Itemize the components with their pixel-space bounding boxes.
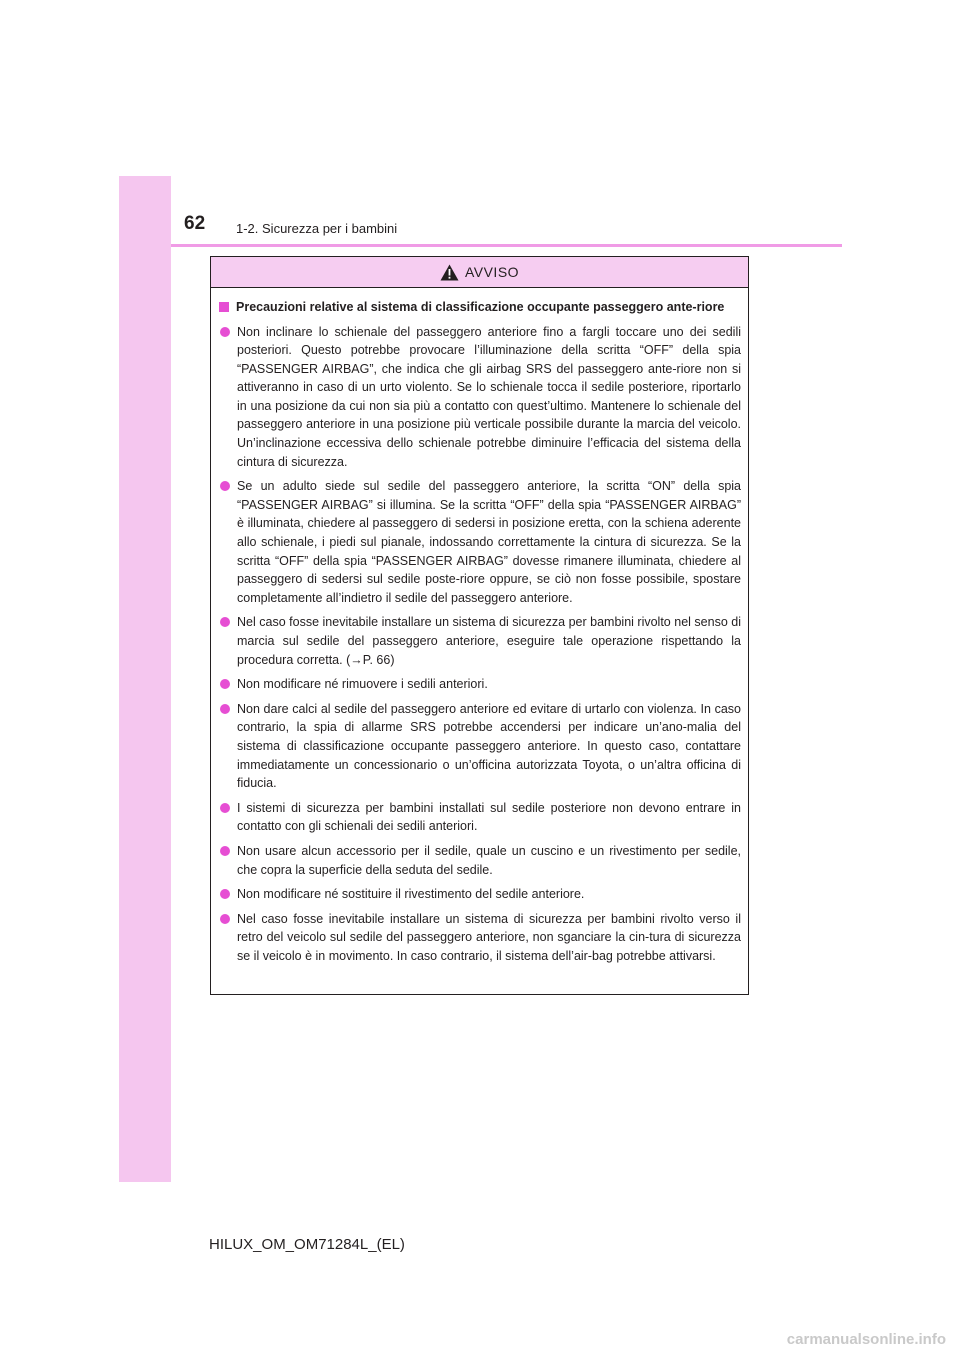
circle-bullet-icon bbox=[220, 617, 230, 627]
bullet-text: Non modificare né sostituire il rivestimento del sedile anteriore. bbox=[237, 887, 585, 902]
header-rule bbox=[171, 244, 842, 247]
bullet-item bbox=[219, 700, 741, 793]
bullet-item bbox=[219, 613, 741, 669]
warning-label: AVVISO bbox=[464, 264, 520, 280]
bullet-text: Non dare calci al sedile del passeggero anteriore ed evitare di urtarlo con violenza. In caso contrario, la spia di allarme SRS potrebbe accendersi per indicare un’ano-malia del sistema di classificazione occupante passeggero anteriore. In questo caso, contattare immediatamente un concessionario o un’officina autorizzata Toyota, o un’altra officina di fiducia. bbox=[237, 701, 741, 791]
circle-bullet-icon bbox=[220, 914, 230, 924]
bullet-item bbox=[219, 323, 741, 472]
circle-bullet-icon bbox=[220, 679, 230, 689]
circle-bullet-icon bbox=[220, 803, 230, 813]
warning-box bbox=[210, 256, 749, 995]
bullet-item bbox=[219, 842, 741, 879]
circle-bullet-icon bbox=[220, 481, 230, 491]
bullet-item bbox=[219, 885, 741, 904]
watermark: carmanualsonline.info bbox=[786, 1331, 946, 1348]
warning-topic bbox=[219, 298, 741, 317]
bullet-item bbox=[219, 675, 741, 694]
warning-header bbox=[211, 257, 748, 288]
bullet-item bbox=[219, 477, 741, 607]
bullet-text: Nel caso fosse inevitabile installare un sistema di sicurezza per bambini rivolto nel senso di marcia sul sedile del passeggero anteriore, eseguire tale operazione rispettando la procedura corretta. (→P. 66) bbox=[237, 615, 741, 667]
chapter-side-band bbox=[119, 176, 171, 1182]
warning-topic-text: Precauzioni relative al sistema di classificazione occupante passeggero ante-riore bbox=[236, 300, 725, 314]
document-code: HILUX_OM_OM71284L_(EL) bbox=[209, 1236, 405, 1253]
bullet-text: Non modificare né rimuovere i sedili anteriori. bbox=[237, 677, 488, 692]
warning-body bbox=[211, 288, 748, 966]
bullet-text: Non inclinare lo schienale del passeggero anteriore fino a fargli toccare uno dei sedili posteriori. Questo potrebbe provocare l’illuminazione della scritta “OFF” della spia “PASSENGER AIRBAG”, che indica che gli airbag SRS del passeggero ante-riore non si attiveranno in caso di un urto violento. Se lo schienale tocca il sedile posteriore, riportarlo in una posizione da cui non sia più a contatto con quest’ultimo. Mantenere lo schienale del passeggero anteriore in una posizione più verticale possibile durante la marcia del veicolo. Un’inclinazione eccessiva dello schienale potrebbe diminuire l’efficacia del sistema della cintura di sicurezza. bbox=[237, 324, 741, 469]
circle-bullet-icon bbox=[220, 704, 230, 714]
bullet-item bbox=[219, 799, 741, 836]
bullet-text: Non usare alcun accessorio per il sedile, quale un cuscino e un rivestimento per sedile, che copra la superficie della seduta del sedile. bbox=[237, 843, 741, 877]
circle-bullet-icon bbox=[220, 889, 230, 899]
page-number: 62 bbox=[184, 213, 206, 234]
warning-triangle-icon bbox=[440, 264, 459, 281]
square-bullet-icon bbox=[219, 302, 229, 312]
circle-bullet-icon bbox=[220, 846, 230, 856]
circle-bullet-icon bbox=[220, 327, 230, 337]
bullet-text: Nel caso fosse inevitabile installare un sistema di sicurezza per bambini rivolto verso il retro del veicolo sul sedile del passeggero anteriore, non sganciare la cin-tura di sicurezza se il veicolo è in movimento. In caso contrario, il sistema dell’air-bag potrebbe attivarsi. bbox=[237, 911, 741, 963]
section-title: 1-2. Sicurezza per i bambini bbox=[236, 221, 398, 236]
bullet-item bbox=[219, 910, 741, 966]
bullet-text: I sistemi di sicurezza per bambini installati sul sedile posteriore non devono entrare in contatto con gli schienali dei sedili anteriori. bbox=[237, 800, 741, 834]
bullet-text: Se un adulto siede sul sedile del passeggero anteriore, la scritta “ON” della spia “PASSENGER AIRBAG” si illumina. Se la scritta “OFF” della spia “PASSENGER AIRBAG” è illuminata, chiedere al passeggero di sedersi in posizione eretta, con la schiena aderente allo schienale, i piedi sul pianale, indossando correttamente la cintura di sicurezza. Se la scritta “OFF” della spia “PASSENGER AIRBAG” dovesse rimanere illuminata, chiedere al passeggero di sedersi sul sedile poste-riore oppure, se ciò non fosse possibile, spostare completamente all’indietro il sedile del passeggero anteriore. bbox=[237, 479, 741, 605]
